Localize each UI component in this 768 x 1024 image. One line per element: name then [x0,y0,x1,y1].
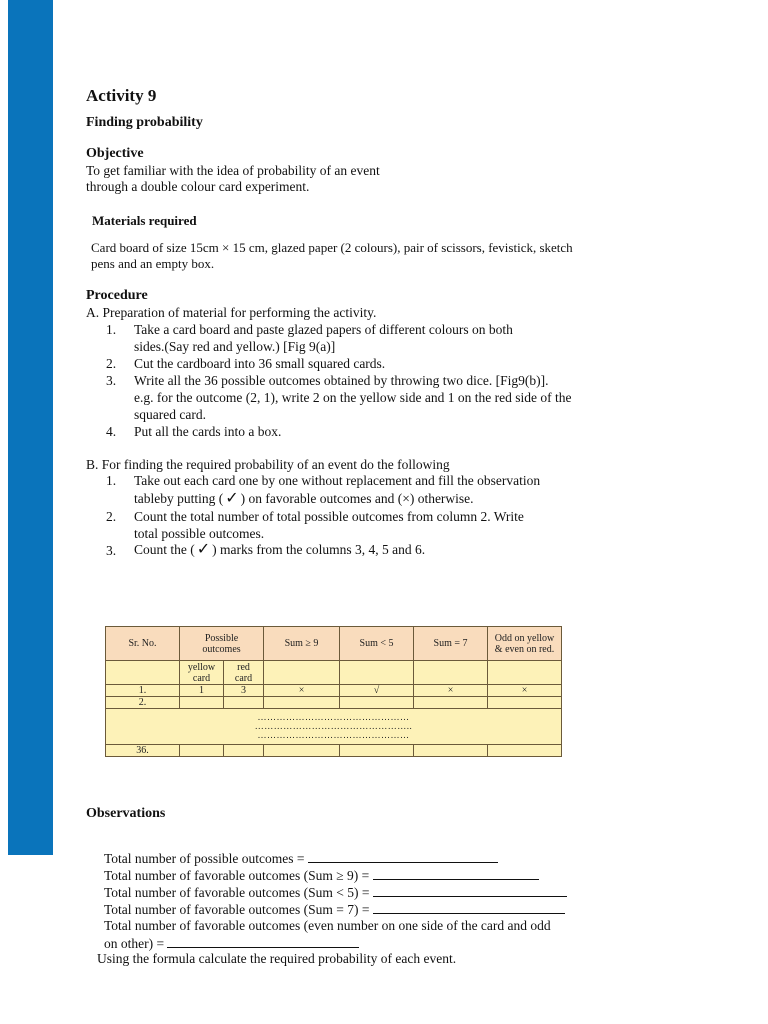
observation-label-6: on other) = [104,936,165,951]
step-a2-number: 2. [106,356,117,371]
table-subheader-row [106,661,562,685]
objective-line-2: through a double colour card experiment. [86,179,310,194]
dots-line-1: ………………………………………… [257,712,410,722]
header-sum-lt-5: Sum < 5 [340,627,414,661]
table-ellipsis-row [106,709,562,745]
observation-label-3: Total number of favorable outcomes (Sum < 5) = [104,885,370,900]
cell-yellow: 1 [180,685,224,697]
cell-sr: 1. [106,685,180,697]
header-odd-even: Odd on yellow & even on red. [488,627,562,661]
dots-line-2: ………………………………………….. [254,721,413,731]
step-b3-text [134,539,426,558]
subheader-yellow-card: yellow card [180,661,224,685]
observations-heading: Observations [86,806,166,821]
objective-line-1: To get familiar with the idea of probability of an event [86,163,380,178]
materials-line-2: pens and an empty box. [91,256,215,271]
step-a1-line-2: sides.(Say red and yellow.) [Fig 9(a)] [134,339,336,354]
materials-line-1: Card board of size 15cm × 15 cm, glazed paper (2 colours), pair of scissors, fevistick, sketch [91,240,573,255]
observation-line-4 [104,901,565,918]
step-a4-text: Put all the cards into a box. [134,424,282,439]
observation-label-1: Total number of possible outcomes = [104,851,305,866]
checkmark-icon: ✓ [196,539,211,558]
procedure-part-a: A. Preparation of material for performing the activity. [86,305,377,320]
procedure-part-b: B. For finding the required probability of an event do the following [86,457,450,472]
cell-sum-lt-5: √ [340,685,414,697]
step-a2-text: Cut the cardboard into 36 small squared cards. [134,356,386,371]
dots-line-3: ………………………………………… [257,730,410,740]
step-b3-number: 3. [106,543,117,558]
cell-sum-ge-9: × [264,685,340,697]
observation-label-2: Total number of favorable outcomes (Sum ≥ 9) = [104,868,370,883]
step-a3-line-1: Write all the 36 possible outcomes obtained by throwing two dice. [Fig9(b)]. [134,373,549,388]
step-b1-line-1: Take out each card one by one without replacement and fill the observation [134,473,541,488]
answer-blank-5[interactable] [167,935,359,948]
step-b2-line-2: total possible outcomes. [134,526,265,541]
step-a1-number: 1. [106,322,117,337]
procedure-heading: Procedure [86,288,148,303]
observation-line-5: Total number of favorable outcomes (even number on one side of the card and odd [104,918,551,933]
answer-blank-2[interactable] [373,867,539,880]
observation-table [105,626,562,757]
step-a3-line-3: squared card. [134,407,206,422]
cell-sr: 2. [106,697,180,709]
materials-heading: Materials required [92,213,197,228]
step-b3-start: Count the ( [134,542,195,557]
header-sr-no: Sr. No. [106,627,180,661]
step-b2-number: 2. [106,509,117,524]
objective-heading: Objective [86,146,144,161]
observation-line-1 [104,850,498,867]
step-a1-line-1: Take a card board and paste glazed papers of different colours on both [134,322,513,337]
observation-formula-line: Using the formula calculate the required probability of each event. [97,951,457,966]
activity-subtitle: Finding probability [86,115,203,130]
activity-title: Activity 9 [86,86,157,105]
checkmark-icon: ✓ [225,488,239,507]
side-color-bar [8,0,53,855]
cell-sr: 36. [106,745,180,757]
table-row [106,697,562,709]
step-b1-line-2-end: ) on favorable outcomes and (×) otherwise. [240,491,474,506]
observation-line-3 [104,884,567,901]
observation-label-4: Total number of favorable outcomes (Sum = 7) = [104,902,370,917]
header-possible-outcomes: Possible outcomes [180,627,264,661]
cell-odd-even: × [488,685,562,697]
step-a3-number: 3. [106,373,117,388]
header-sum-ge-9: Sum ≥ 9 [264,627,340,661]
step-b1-line-2 [134,488,474,507]
table-row [106,685,562,697]
step-b1-line-2-start: tableby putting ( [134,491,224,506]
step-b2-line-1: Count the total number of total possible outcomes from column 2. Write [134,509,524,524]
step-b3-end: ) marks from the columns 3, 4, 5 and 6. [212,542,426,557]
step-a3-line-2: e.g. for the outcome (2, 1), write 2 on the yellow side and 1 on the red side of the [134,390,572,405]
step-b1-number: 1. [106,473,117,488]
answer-blank-1[interactable] [308,850,498,863]
cell-red: 3 [224,685,264,697]
step-a4-number: 4. [106,424,117,439]
cell-sum-eq-7: × [414,685,488,697]
table-header-row [106,627,562,661]
subheader-red-card: red card [224,661,264,685]
table-row [106,745,562,757]
observation-line-2 [104,867,539,884]
header-sum-eq-7: Sum = 7 [414,627,488,661]
answer-blank-4[interactable] [373,901,565,914]
answer-blank-3[interactable] [373,884,567,897]
observation-line-6 [104,935,359,952]
